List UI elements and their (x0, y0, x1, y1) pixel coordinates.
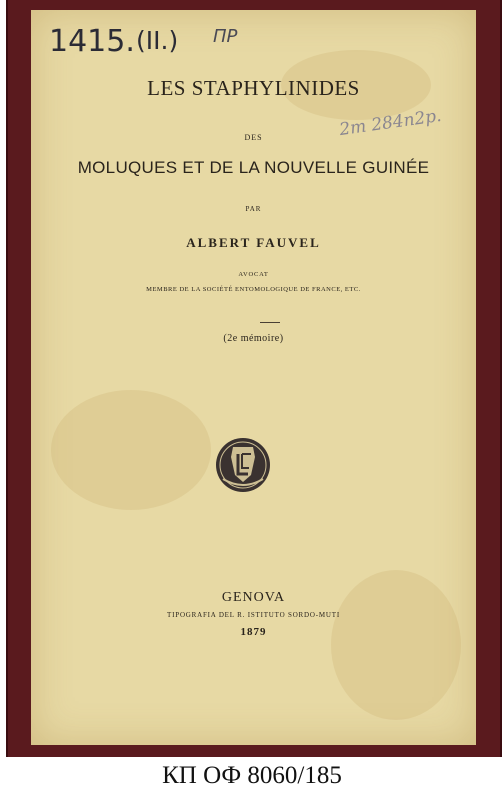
handwritten-volume: (II.) (136, 26, 179, 55)
author-role: AVOCAT (238, 271, 269, 278)
divider-rule (260, 322, 280, 323)
publication-place: GENOVA (221, 590, 286, 605)
book-title: LES STAPHYLINIDES (147, 76, 360, 100)
author-name: ALBERT FAUVEL (186, 235, 321, 250)
ornamental-crest-icon (213, 435, 273, 495)
memoir-number: (2e mémoire) (223, 333, 284, 344)
author-society: MEMBRE DE LA SOCIÉTÉ ENTOMOLOGIQUE DE FRANCE, ETC. (146, 286, 361, 293)
paper-stain (51, 390, 211, 510)
catalog-caption: КП ОФ 8060/185 (162, 762, 342, 789)
cover-page (31, 10, 476, 745)
book-subtitle: MOLUQUES ET DE LA NOUVELLE GUINÉE (77, 158, 430, 177)
handwritten-number: 1415. (49, 24, 135, 59)
publication-year: 1879 (240, 626, 267, 638)
printer-name: TIPOGRAFIA DEL R. ISTITUTO SORDO-MUTI (167, 611, 340, 619)
title-connector: DES (244, 133, 263, 142)
handwritten-mark: ПР (213, 26, 238, 47)
pencil-note: 2m 284n2p. (338, 105, 443, 141)
by-label: PAR (245, 205, 262, 213)
